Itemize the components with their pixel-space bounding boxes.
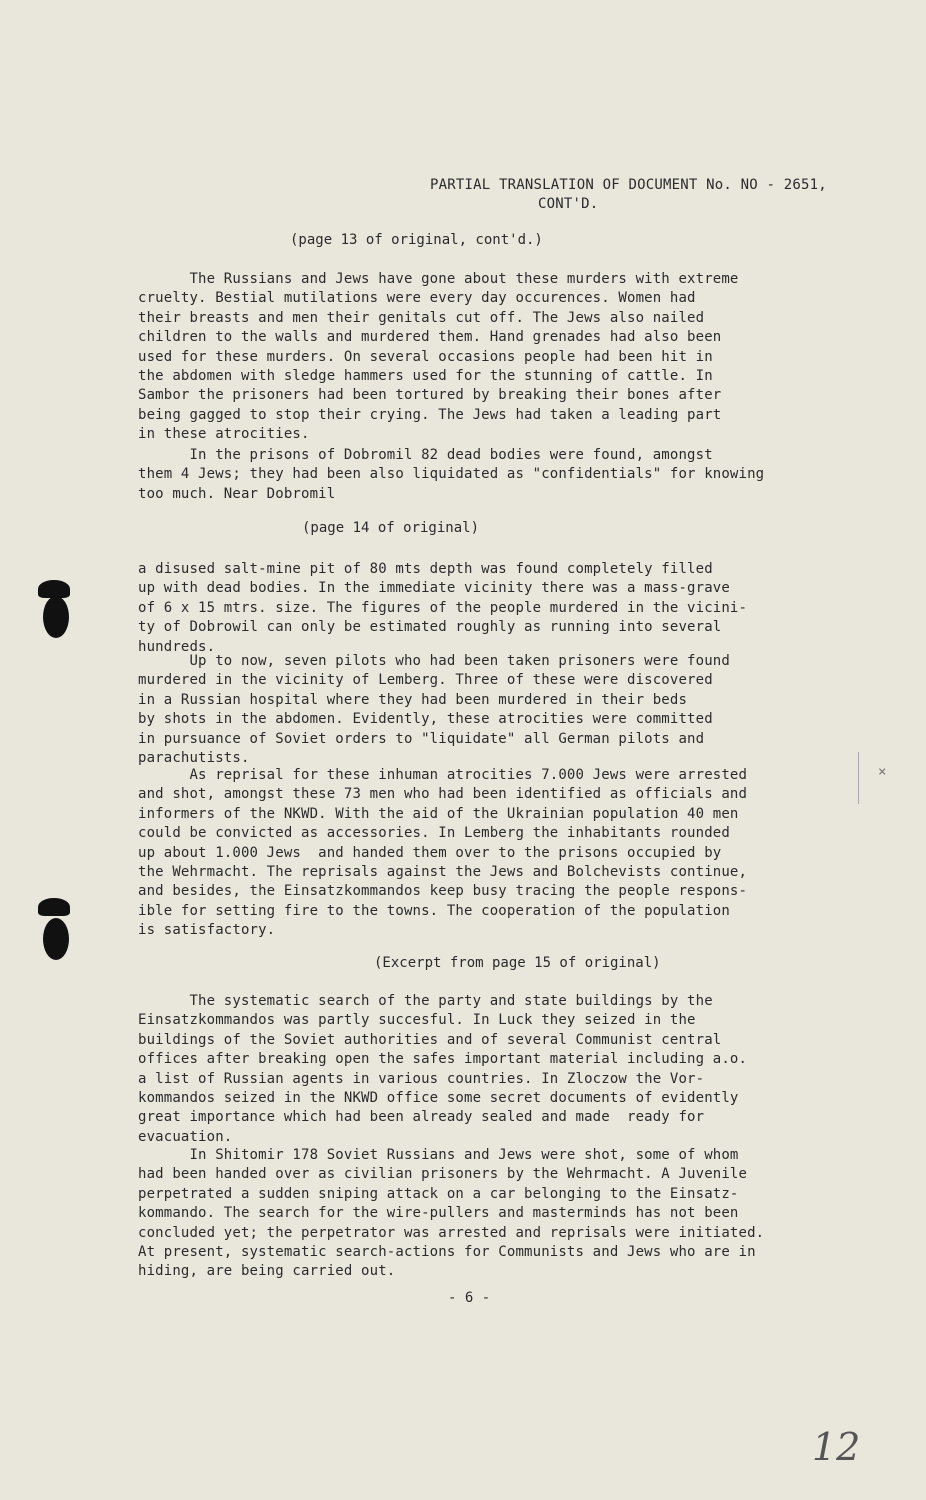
punch-hole-1 [43, 596, 69, 638]
page-reference-15: (Excerpt from page 15 of original) [374, 955, 661, 971]
text-line: In the prisons of Dobromil 82 dead bodies were found, amongst [138, 447, 713, 463]
document-header [430, 176, 827, 214]
text-line: ible for setting fire to the towns. The cooperation of the population [138, 902, 730, 919]
paragraph-4 [138, 652, 838, 768]
paragraph-5 [138, 766, 838, 941]
header-title: PARTIAL TRANSLATION OF DOCUMENT No. NO - 2651, [430, 177, 827, 193]
text-line: had been handed over as civilian prisoners by the Wehrmacht. A Juvenile [138, 1166, 748, 1183]
text-line: of 6 x 15 mtrs. size. The figures of the people murdered in the vicini- [138, 599, 748, 616]
text-line: being gagged to stop their crying. The Jews had taken a leading part [138, 406, 722, 423]
text-line: in a Russian hospital where they had been murdered in their beds [138, 691, 688, 708]
text-line: great importance which had been already sealed and made ready for [138, 1109, 705, 1126]
text-line: Up to now, seven pilots who had been taken prisoners were found [138, 653, 730, 669]
text-line: murdered in the vicinity of Lemberg. Three of these were discovered [138, 672, 713, 689]
punch-hole-2 [43, 918, 69, 960]
text-line: children to the walls and murdered them. Hand grenades had also been [138, 329, 722, 346]
text-line: parachutists. [138, 750, 250, 767]
text-line: and besides, the Einsatzkommandos keep busy tracing the people respons- [138, 883, 748, 900]
text-line: is satisfactory. [138, 922, 276, 939]
handwritten-note: 12 [812, 1425, 861, 1469]
page-reference-13: (page 13 of original, cont'd.) [290, 232, 543, 248]
text-line: The systematic search of the party and state buildings by the [138, 993, 713, 1009]
text-line: up about 1.000 Jews and handed them over to the prisons occupied by [138, 844, 722, 861]
text-line: In Shitomir 178 Soviet Russians and Jews were shot, some of whom [138, 1147, 739, 1163]
text-line: Einsatzkommandos was partly succesful. In Luck they seized in the [138, 1012, 696, 1029]
paragraph-3 [138, 560, 838, 657]
page-reference-14: (page 14 of original) [302, 520, 480, 536]
text-line: their breasts and men their genitals cut off. The Jews also nailed [138, 309, 705, 326]
text-line: Sambor the prisoners had been tortured by breaking their bones after [138, 387, 722, 404]
text-line: too much. Near Dobromil [138, 485, 336, 502]
text-line: in pursuance of Soviet orders to "liquidate" all German pilots and [138, 730, 705, 747]
margin-mark-icon: × [878, 764, 887, 780]
text-line: buildings of the Soviet authorities and of several Communist central [138, 1031, 722, 1048]
text-line: kommando. The search for the wire-pullers and masterminds has not been [138, 1205, 739, 1222]
text-line: up with dead bodies. In the immediate vicinity there was a mass-grave [138, 580, 730, 597]
text-line: a list of Russian agents in various countries. In Zloczow the Vor- [138, 1070, 705, 1087]
page-number: - 6 - [448, 1290, 491, 1306]
text-line: concluded yet; the perpetrator was arrested and reprisals were initiated. [138, 1224, 765, 1241]
text-line: As reprisal for these inhuman atrocities 7.000 Jews were arrested [138, 767, 748, 783]
text-line: the Wehrmacht. The reprisals against the Jews and Bolchevists continue, [138, 864, 748, 881]
text-line: offices after breaking open the safes important material including a.o. [138, 1051, 748, 1068]
paragraph-6 [138, 992, 838, 1147]
text-line: ty of Dobrowil can only be estimated roughly as running into several [138, 619, 722, 636]
text-line: and shot, amongst these 73 men who had been identified as officials and [138, 786, 748, 803]
text-line: hundreds. [138, 638, 216, 655]
text-line: by shots in the abdomen. Evidently, these atrocities were committed [138, 711, 713, 728]
text-line: kommandos seized in the NKWD office some secret documents of evidently [138, 1090, 739, 1107]
text-line: could be convicted as accessories. In Lemberg the inhabitants rounded [138, 825, 730, 842]
margin-bracket [850, 752, 859, 804]
header-contd: CONT'D. [538, 196, 599, 212]
text-line: At present, systematic search-actions for Communists and Jews who are in [138, 1244, 756, 1261]
text-line: The Russians and Jews have gone about these murders with extreme [138, 271, 739, 287]
text-line: cruelty. Bestial mutilations were every day occurences. Women had [138, 290, 696, 307]
text-line: a disused salt-mine pit of 80 mts depth was found completely filled [138, 561, 713, 577]
text-line: evacuation. [138, 1128, 233, 1145]
text-line: used for these murders. On several occasions people had been hit in [138, 348, 713, 365]
paragraph-2 [138, 446, 838, 504]
text-line: informers of the NKWD. With the aid of the Ukrainian population 40 men [138, 805, 739, 822]
text-line: in these atrocities. [138, 426, 310, 443]
text-line: them 4 Jews; they had been also liquidated as "confidentials" for knowing [138, 466, 765, 483]
text-line: perpetrated a sudden sniping attack on a car belonging to the Einsatz- [138, 1185, 739, 1202]
paragraph-7 [138, 1146, 838, 1282]
text-line: the abdomen with sledge hammers used for the stunning of cattle. In [138, 368, 713, 385]
paragraph-1 [138, 270, 838, 445]
punch-hole-top-2 [38, 898, 70, 916]
text-line: hiding, are being carried out. [138, 1263, 396, 1280]
